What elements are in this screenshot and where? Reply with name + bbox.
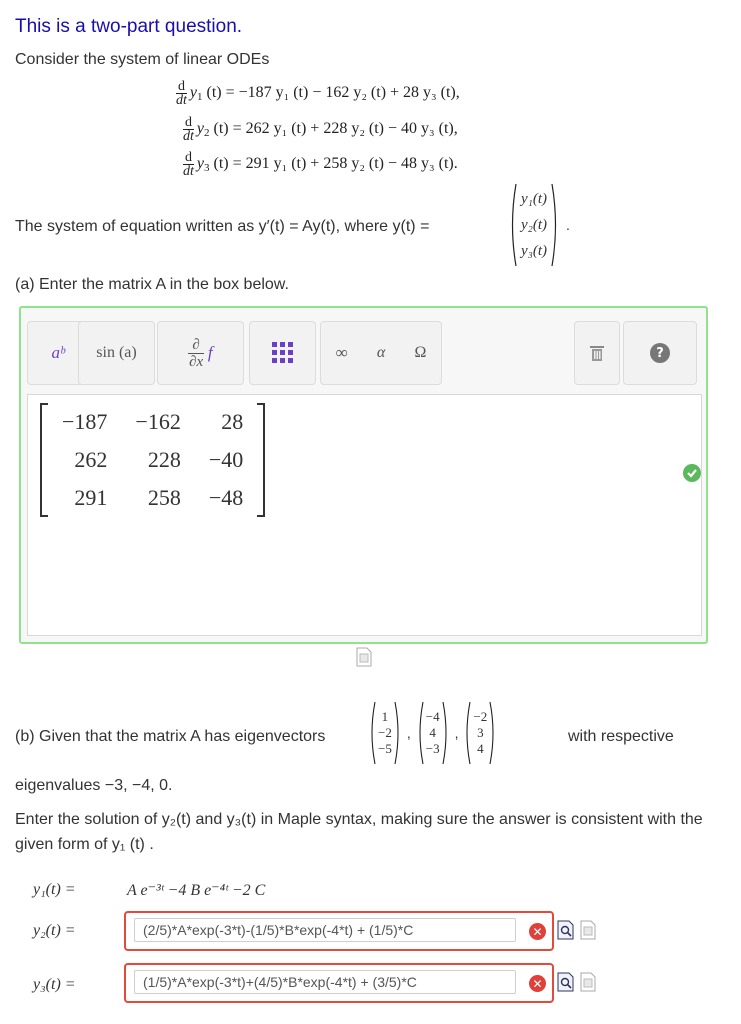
matrix-display <box>40 403 265 517</box>
alpha-button[interactable]: α <box>376 344 386 361</box>
matrix-cell: −162 <box>135 409 181 434</box>
eigenvector-entry: 3 <box>477 725 484 740</box>
matrix-cell: 258 <box>147 485 181 510</box>
matrix-cell: 228 <box>147 447 181 472</box>
ode-line-2: $\frac{d}{dt}$ $y_2$ (t) = 262 y₁ (t) + 228 y₂ (t) − 40 y₃ (t), <box>183 115 458 144</box>
preview-magnify-icon[interactable] <box>557 920 575 945</box>
preview-document-icon[interactable] <box>356 647 372 672</box>
y2-input[interactable]: (2/5)*A*exp(-3*t)-(1/5)*B*exp(-4*t) + (1/5)*C <box>134 918 516 942</box>
document-icon[interactable] <box>580 972 596 997</box>
superscript-icon: aᵇ <box>51 343 65 362</box>
eigenvector-entry: 1 <box>381 709 389 724</box>
incorrect-x-icon: ✕ <box>529 923 546 940</box>
eigenvector-entry: 4 <box>429 725 436 740</box>
ode-line-3: $\frac{d}{dt}$ $y_3$ (t) = 291 y₁ (t) + 258 y₂ (t) − 48 y₃ (t). <box>183 150 458 179</box>
matrix-input-area[interactable] <box>27 394 702 636</box>
left-paren-icon <box>508 182 518 268</box>
y-vector-entry: y₂(t) <box>521 217 548 233</box>
ode-line-1: $\frac{d}{dt}$ $y_1$ (t) = −187 y₁ (t) − 162 y₂ (t) + 28 y₃ (t), <box>176 79 460 108</box>
y-vector-entry: y₃(t) <box>521 243 548 259</box>
eigenvector-entry: −5 <box>378 741 392 756</box>
delete-button[interactable] <box>574 321 620 385</box>
y1-label: y₁(t) = <box>33 881 76 898</box>
derivative-button[interactable]: ∂ ∂x f <box>157 321 244 385</box>
eigenvector-entry: −2 <box>378 725 392 740</box>
matrix-editor <box>19 306 708 644</box>
eigenvector-entry: −3 <box>425 741 440 756</box>
eigenvector-entry: −2 <box>473 709 488 724</box>
preview-magnify-icon[interactable] <box>557 972 575 997</box>
eigenvector <box>463 700 497 766</box>
instructions-text: Enter the solution of y₂(t) and y₃(t) in Maple syntax, making sure the answer is consistent with the given form of y₁ (t) . <box>15 811 703 853</box>
matrix-cell: −48 <box>208 485 244 510</box>
help-button[interactable] <box>623 321 697 385</box>
intro-text: Consider the system of linear ODEs <box>15 51 270 68</box>
eigenvector-entry: −4 <box>425 709 440 724</box>
eigenvalues-text: eigenvalues −3, −4, 0. <box>15 777 173 794</box>
eigenvector <box>368 700 402 766</box>
matrix-cell: 262 <box>74 447 108 472</box>
matrix-grid-icon <box>270 340 296 366</box>
y-vector-entry: y₁(t) <box>521 191 548 207</box>
correct-check-icon <box>683 464 701 482</box>
document-icon[interactable] <box>580 920 596 945</box>
function-button[interactable] <box>78 321 155 385</box>
part-b-prompt: (b) Given that the matrix A has eigenvectors <box>15 728 326 745</box>
symbol-group <box>320 321 442 385</box>
part-a-prompt: (a) Enter the matrix A in the box below. <box>15 276 289 293</box>
infinity-button[interactable]: ∞ <box>335 343 348 362</box>
trash-icon <box>588 344 606 362</box>
help-icon: ? <box>650 343 670 363</box>
omega-button[interactable]: Ω <box>414 344 427 361</box>
question-title: This is a two-part question. <box>15 16 243 37</box>
y3-label: y₃(t) = <box>33 976 76 993</box>
eigenvector <box>416 700 450 766</box>
y2-label: y₂(t) = <box>33 922 76 939</box>
right-paren-icon <box>550 182 560 268</box>
matrix-button[interactable] <box>249 321 316 385</box>
derivative-icon: ∂ ∂x <box>189 336 204 370</box>
y2-answer-box <box>124 911 554 951</box>
y3-answer-box <box>124 963 554 1003</box>
eigenvectors: 1 −2 −5 , −4 4 −3 , −2 3 4 <box>368 700 497 766</box>
matrix-cell: 28 <box>221 409 244 434</box>
system-form-text: The system of equation written as y′(t) = Ay(t), where y(t) = <box>15 218 430 235</box>
with-respective-text: with respective <box>568 728 674 745</box>
eigenvector-entry: 4 <box>477 741 484 756</box>
matrix-cell: 291 <box>74 485 108 510</box>
matrix-cell: −187 <box>62 409 108 434</box>
incorrect-x-icon: ✕ <box>529 975 546 992</box>
function-icon: sin (a) <box>96 344 137 361</box>
y-vector: y₁(t) y₂(t) y₃(t) . <box>508 180 570 270</box>
y1-value: A e⁻³ᵗ −4 B e⁻⁴ᵗ −2 C <box>127 882 266 899</box>
matrix-cell: −40 <box>208 447 244 472</box>
y3-input[interactable]: (1/5)*A*exp(-3*t)+(4/5)*B*exp(-4*t) + (3/5)*C <box>134 970 516 994</box>
